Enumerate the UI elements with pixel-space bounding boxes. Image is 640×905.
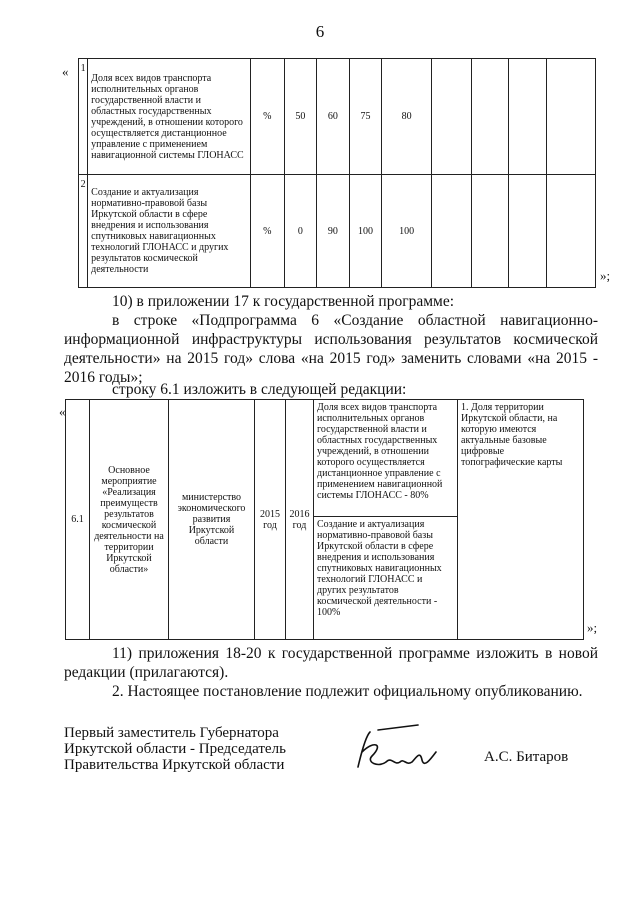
empty-cell xyxy=(471,59,509,175)
empty-cell xyxy=(547,175,596,288)
row-number: 6.1 xyxy=(66,400,90,640)
indicator-1: Доля всех видов транспорта исполнительных органов государственной власти и областных государственных учреждений, в отношении которого осуществляется дистанционное управление с применением навигационной системы ГЛОНАСС - 80% xyxy=(314,400,458,517)
close-quote-1: »; xyxy=(600,268,611,283)
empty-cell xyxy=(547,59,596,175)
signatory-name: А.С. Битаров xyxy=(484,749,569,765)
value-cell: 50 xyxy=(284,59,317,175)
executor: министерство экономического развития Иркутской области xyxy=(169,400,255,640)
end-year: 2016 год xyxy=(286,400,314,640)
page-number: 6 xyxy=(315,22,325,41)
row-number: 1 xyxy=(79,59,88,175)
open-quote-1: « xyxy=(62,64,69,79)
value-cell: 100 xyxy=(382,175,432,288)
close-quote-2: »; xyxy=(587,620,598,635)
value-cell: 80 xyxy=(382,59,432,175)
signatory-title xyxy=(64,725,286,773)
value-cell: 90 xyxy=(317,175,350,288)
row-number: 2 xyxy=(79,175,88,288)
value-cell: 100 xyxy=(349,175,382,288)
value-cell: 60 xyxy=(317,59,350,175)
paragraph-6-1: строку 6.1 изложить в следующей редакции: xyxy=(112,381,407,398)
unit-cell: % xyxy=(250,175,284,288)
paragraph-11: 11) приложения 18-20 к государственной программе изложить в новой редакции (прилагаются). xyxy=(64,645,598,681)
open-quote-2: « xyxy=(59,404,66,419)
indicator-text: Доля всех видов транспорта исполнительных органов государственной власти и областных государственных учреждений, в отношении которого осуществляется дистанционное управление с применением навигационной системы ГЛОНАСС xyxy=(88,59,251,175)
value-cell: 75 xyxy=(349,59,382,175)
signatory-line: Иркутской области - Председатель xyxy=(64,741,286,757)
empty-cell xyxy=(432,175,472,288)
paragraph-10-change: в строке «Подпрограмма 6 «Создание областной навигационно-информационной инфраструктуры использования результатов космической деятельности» на 2015 год» слова «на 2015 год» заменить словами «на 2015 - 2016 годы»; xyxy=(64,312,598,386)
indicator-2: Создание и актуализация нормативно-правовой базы Иркутской области в сфере внедрения и использования спутниковых навигационных технологий ГЛОНАСС и других результатов космической деятельности - 100% xyxy=(314,517,458,640)
result-text: 1. Доля территории Иркутской области, на которую имеются актуальные базовые цифровые топографические карты xyxy=(458,400,584,640)
table-row xyxy=(79,175,596,288)
indicator-text: Создание и актуализация нормативно-правовой базы Иркутской области в сфере внедрения и использования спутниковых навигационных технологий ГЛОНАСС и других результатов космической деятельности xyxy=(88,175,251,288)
paragraph-2: 2. Настоящее постановление подлежит официальному опубликованию. xyxy=(112,683,583,700)
value-cell: 0 xyxy=(284,175,317,288)
table-row xyxy=(79,59,596,175)
signatory-line: Первый заместитель Губернатора xyxy=(64,725,279,741)
empty-cell xyxy=(471,175,509,288)
unit-cell: % xyxy=(250,59,284,175)
signatory-line: Правительства Иркутской области xyxy=(64,757,285,773)
empty-cell xyxy=(509,59,547,175)
event-name: Основное мероприятие «Реализация преимуществ результатов космической деятельности на территории Иркутской области» xyxy=(90,400,169,640)
start-year: 2015 год xyxy=(255,400,286,640)
row-6-1-table xyxy=(65,399,584,640)
table-row xyxy=(66,400,584,517)
paragraph-10: 10) в приложении 17 к государственной программе: xyxy=(112,293,455,310)
empty-cell xyxy=(432,59,472,175)
indicator-table xyxy=(78,58,596,288)
empty-cell xyxy=(509,175,547,288)
handwritten-signature xyxy=(348,722,448,782)
